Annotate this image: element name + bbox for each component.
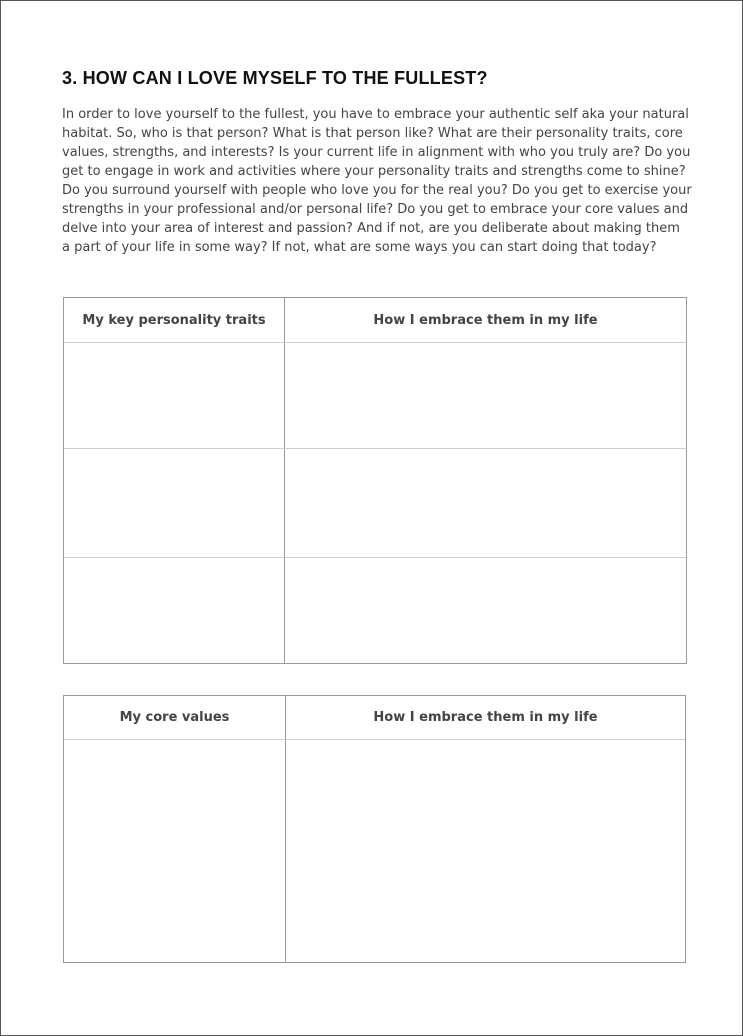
header-how-i-embrace: How I embrace them in my life	[373, 312, 598, 328]
personality-traits-table	[63, 297, 687, 664]
table-row	[64, 557, 686, 663]
section-title: 3. HOW CAN I LOVE MYSELF TO THE FULLEST?	[62, 68, 488, 88]
header-personality-traits: My key personality traits	[64, 298, 285, 342]
table-header-row	[64, 696, 685, 739]
trait-cell[interactable]	[64, 343, 285, 448]
value-cell[interactable]	[64, 740, 286, 962]
core-values-table	[63, 695, 686, 963]
table-header-row	[64, 298, 686, 342]
embrace-cell[interactable]	[285, 343, 686, 448]
embrace-cell[interactable]	[286, 740, 685, 962]
header-how-i-embrace: How I embrace them in my life	[373, 710, 598, 725]
table-row	[64, 342, 686, 448]
table-row	[64, 739, 685, 962]
header-core-values: My core values	[64, 696, 286, 739]
trait-cell[interactable]	[64, 449, 285, 557]
embrace-cell[interactable]	[285, 449, 686, 557]
table-row	[64, 448, 686, 557]
trait-cell[interactable]	[64, 558, 285, 663]
embrace-cell[interactable]	[285, 558, 686, 663]
section-intro: In order to love yourself to the fullest, you have to embrace your authentic self aka your natural habitat. So, who is that person? What is that person like? What are their personality traits, core values, strengths, and interests? Is your current life in alignment with who you truly are? Do you get to engage in work and activities where your personality traits and strengths come to shine? Do you surround yourself with people who love you for the real you? Do you get to exercise your strengths in your professional and/or personal life? Do you get to embrace your core values and delve into your area of interest and passion? And if not, are you deliberate about making them a part of your life in some way? If not, what are some ways you can start doing that today?	[62, 107, 692, 255]
